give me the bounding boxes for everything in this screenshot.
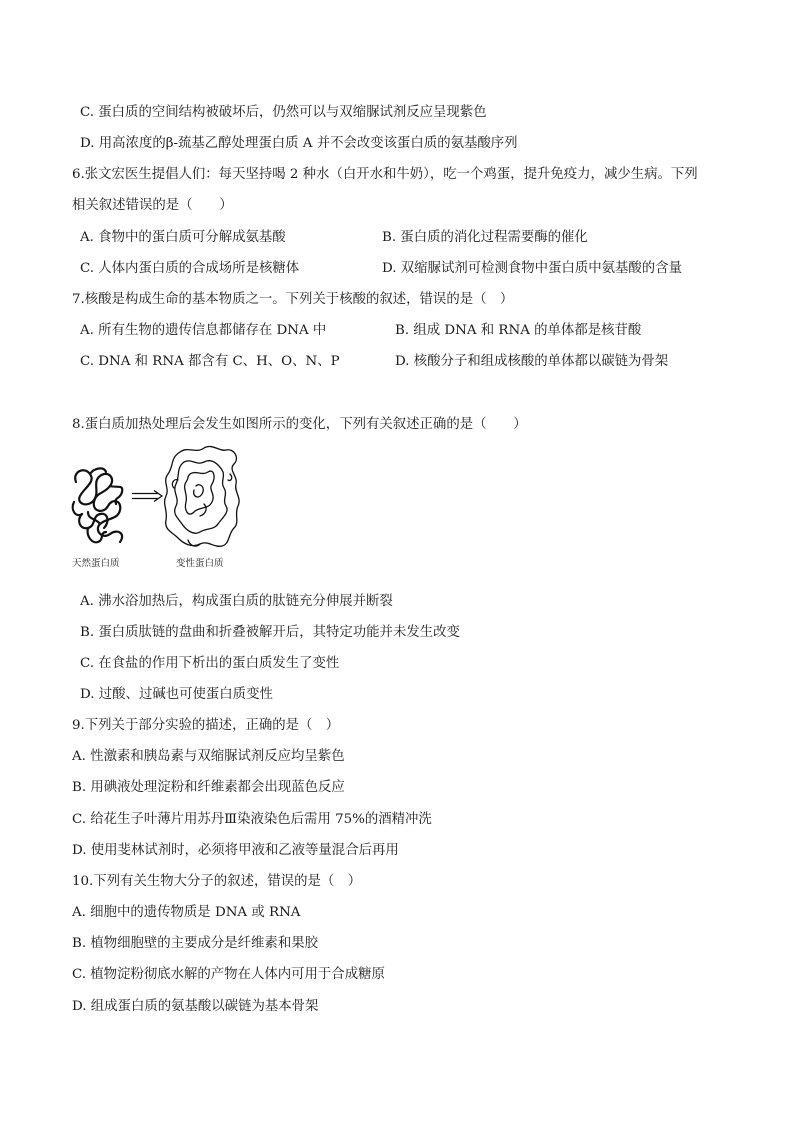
q6-option-c: C. 人体内蛋白质的合成场所是核糖体 bbox=[80, 261, 300, 276]
q6-option-b: B. 蛋白质的消化过程需要酶的催化 bbox=[382, 230, 588, 245]
q9-option-a: A. 性激素和胰岛素与双缩脲试剂反应均呈紫色 bbox=[72, 749, 345, 764]
figure-label-denatured-protein: 变性蛋白质 bbox=[176, 558, 224, 569]
q6-stem-line1: 6.张文宏医生提倡人们：每天坚持喝 2 种水（白开水和牛奶），吃一个鸡蛋，提升免疫力，减少生病。下列 bbox=[72, 167, 698, 182]
q8-option-a: A. 沸水浴加热后，构成蛋白质的肽链充分伸展并断裂 bbox=[80, 594, 393, 609]
q6-stem-line2: 相关叙述错误的是（ ） bbox=[72, 198, 233, 213]
q6-option-a: A. 食物中的蛋白质可分解成氨基酸 bbox=[80, 230, 286, 245]
q7-option-d: D. 核酸分子和组成核酸的单体都以碳链为骨架 bbox=[395, 354, 669, 369]
native-protein-illustration bbox=[70, 462, 132, 554]
q9-option-d: D. 使用斐林试剂时，必须将甲液和乙液等量混合后再用 bbox=[72, 843, 399, 858]
q5-option-d: D. 用高浓度的β-巯基乙醇处理蛋白质 A 并不会改变该蛋白质的氨基酸序列 bbox=[80, 136, 518, 151]
figure-label-native-protein: 天然蛋白质 bbox=[72, 558, 120, 569]
q5-option-c: C. 蛋白质的空间结构被破坏后，仍然可以与双缩脲试剂反应呈现紫色 bbox=[80, 105, 487, 120]
q10-option-b: B. 植物细胞壁的主要成分是纤维素和果胶 bbox=[72, 936, 318, 951]
q9-option-c: C. 给花生子叶薄片用苏丹Ⅲ染液染色后需用 75%的酒精冲洗 bbox=[72, 812, 432, 827]
q9-option-b: B. 用碘液处理淀粉和纤维素都会出现蓝色反应 bbox=[72, 780, 345, 795]
denatured-protein-illustration bbox=[160, 444, 244, 554]
q8-option-b: B. 蛋白质肽链的盘曲和折叠被解开后，其特定功能并未发生改变 bbox=[80, 625, 460, 640]
q8-option-d: D. 过酸、过碱也可使蛋白质变性 bbox=[80, 687, 273, 702]
q8-stem: 8.蛋白质加热处理后会发生如图所示的变化，下列有关叙述正确的是（ ） bbox=[72, 417, 527, 432]
q10-option-c: C. 植物淀粉彻底水解的产物在人体内可用于合成糖原 bbox=[72, 967, 385, 982]
q7-option-b: B. 组成 DNA 和 RNA 的单体都是核苷酸 bbox=[395, 323, 642, 338]
q9-stem: 9.下列关于部分实验的描述，正确的是（ ） bbox=[72, 718, 340, 733]
q7-option-a: A. 所有生物的遗传信息都储存在 DNA 中 bbox=[80, 323, 327, 338]
q7-option-c: C. DNA 和 RNA 都含有 C、H、O、N、P bbox=[80, 354, 340, 369]
q8-option-c: C. 在食盐的作用下析出的蛋白质发生了变性 bbox=[80, 656, 340, 671]
q10-option-d: D. 组成蛋白质的氨基酸以碳链为基本骨架 bbox=[72, 999, 319, 1014]
q10-option-a: A. 细胞中的遗传物质是 DNA 或 RNA bbox=[72, 905, 301, 920]
q6-option-d: D. 双缩脲试剂可检测食物中蛋白质中氨基酸的含量 bbox=[382, 261, 682, 276]
q7-stem: 7.核酸是构成生命的基本物质之一。下列关于核酸的叙述，错误的是（ ） bbox=[72, 292, 514, 307]
q10-stem: 10.下列有关生物大分子的叙述，错误的是（ ） bbox=[72, 874, 362, 889]
